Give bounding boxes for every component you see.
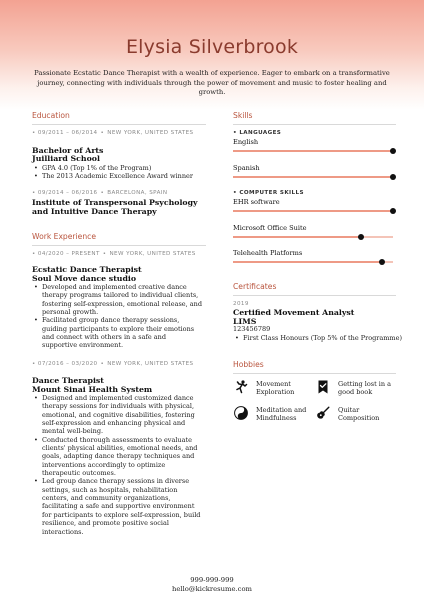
experience-location-1: NEW YORK, UNITED STATES [109,251,196,257]
education-meta-2: • 09/2014 – 06/2016 • BARCELONA, SPAIN [32,190,168,196]
summary-text: Passionate Ecstatic Dance Therapist with a wealth of experience. Eager to embark on a transformative journey, connecting with individuals through the power of movement and music to foster healing and growth. [34,69,390,97]
skill-name-telehealth: Telehealth Platforms [233,249,303,257]
skills-category-languages-label: LANGUAGES [239,130,282,136]
skill-bar-knob [390,174,396,180]
skill-name-english: English [233,138,259,146]
hobby-label-line: Composition [338,414,380,423]
list-item: • Facilitated group dance therapy sessions, guiding participants to explore their emotions and connect with others in a safe and supportive environment. [32,316,202,349]
experience-role-1: Ecstatic Dance Therapist [32,265,142,274]
hobby-meditation [234,406,306,423]
list-item: • Developed and implemented creative dance therapy programs tailored to individual clients, fostering self-expression, emotional release, and personal growth. [32,283,202,316]
education-title: Education [32,111,70,120]
experience-title: Work Experience [32,232,96,241]
list-item: • First Class Honours (Top 5% of the Programme) [233,334,403,342]
hobbies-title: Hobbies [233,360,264,369]
skill-bar-ehr [233,210,393,212]
experience-bullets-2 [32,394,202,536]
certificates-title: Certificates [233,282,277,291]
certificates-divider [233,295,396,296]
list-item: • Designed and implemented customized dance therapy sessions for individuals with physical, emotional, and cognitive disabilities, fostering self-expression and enhancing physical and mental well-being. [32,394,202,436]
hobby-guitar [316,406,379,423]
guitar-icon [316,406,330,420]
list-item: • The 2013 Academic Excellence Award winner [32,172,206,180]
candidate-name: Elysia Silverbrook [125,36,299,58]
experience-meta-1: • 04/2020 – PRESENT • NEW YORK, UNITED STATES [32,251,196,257]
experience-role-2: Dance Therapist [32,376,104,385]
experience-dates-1: 04/2020 – PRESENT [37,251,100,257]
hobby-movement [234,380,294,397]
hobby-label-line: Meditation and [256,406,307,414]
list-item: • GPA 4.0 (Top 1% of the Program) [32,164,206,172]
hobby-label-line: good book [338,388,373,397]
skill-bar-telehealth [233,261,393,263]
education-dates-2: 09/2014 – 06/2016 [37,190,98,196]
skill-bar-english [233,150,393,152]
skill-bar-spanish [233,176,393,178]
hobby-label-line: Movement [256,380,291,388]
hobby-label-line: Mindfulness [256,414,297,423]
experience-company-2: Mount Sinai Health System [32,385,153,394]
skills-category-computer-label: COMPUTER SKILLS [239,190,304,196]
hobbies-divider [233,373,396,374]
education-degree-1: Bachelor of Arts [32,146,104,155]
contact-phone: 999-999-999 [190,576,234,584]
skill-bar-office [233,236,393,238]
skill-name-spanish: Spanish [233,164,260,172]
experience-company-1: Soul Move dance studio [32,274,137,283]
skill-name-office: Microsoft Office Suite [233,224,307,232]
experience-meta-2: • 07/2016 – 03/2020 • NEW YORK, UNITED STATES [32,361,194,367]
certificate-name: Certified Movement Analyst [233,308,355,317]
skill-bar-knob [390,208,396,214]
education-dates-1: 09/2011 – 06/2014 [37,130,98,136]
contact-email[interactable]: hello@kickresume.com [172,585,252,593]
hobby-label-line: Getting lost in a [338,380,391,388]
skill-name-ehr: EHR software [233,198,280,206]
list-item: • Led group dance therapy sessions in diverse settings, such as hospitals, rehabilitation centers, and community organizations, facilitating a safe and supportive environment for participants to explore self-expression, build resilience, and promote positive social interactions. [32,477,202,535]
bookmark-check-icon [316,380,330,394]
experience-dates-2: 07/2016 – 03/2020 [37,361,98,367]
skills-category-computer: • COMPUTER SKILLS [233,190,304,196]
education-school-2b: and Intuitive Dance Therapy [32,207,157,216]
hobby-reading [316,380,391,397]
skill-bar-knob [390,148,396,154]
certificate-bullets [233,334,403,342]
yin-yang-icon [234,406,248,420]
certificate-number: 123456789 [233,325,271,333]
skill-bar-knob [379,259,385,265]
education-school-2a: Institute of Transpersonal Psychology [32,198,198,207]
education-divider [32,124,206,125]
education-school-1: Juilliard School [32,154,100,163]
experience-location-2: NEW YORK, UNITED STATES [107,361,194,367]
certificate-year: 2019 [233,301,249,307]
experience-divider [32,245,206,246]
list-item: • Conducted thorough assessments to evaluate clients' physical abilities, emotional needs, and goals, adapting dance therapy techniques and interventions accordingly to optimize therapeutic outcomes. [32,436,202,478]
education-location-1: NEW YORK, UNITED STATES [107,130,194,136]
hobby-label-line: Exploration [256,388,295,397]
skills-divider [233,124,396,125]
education-meta-1: • 09/2011 – 06/2014 • NEW YORK, UNITED STATES [32,130,194,136]
skills-category-languages: • LANGUAGES [233,130,282,136]
dance-icon [234,380,248,394]
skills-title: Skills [233,111,253,120]
education-bullets-1 [32,164,206,181]
certificate-org: LIMS [233,317,257,326]
education-location-2: BARCELONA, SPAIN [107,190,168,196]
experience-bullets-1 [32,283,202,350]
skill-bar-knob [358,234,364,240]
hobby-label-line: Quitar [338,406,360,414]
